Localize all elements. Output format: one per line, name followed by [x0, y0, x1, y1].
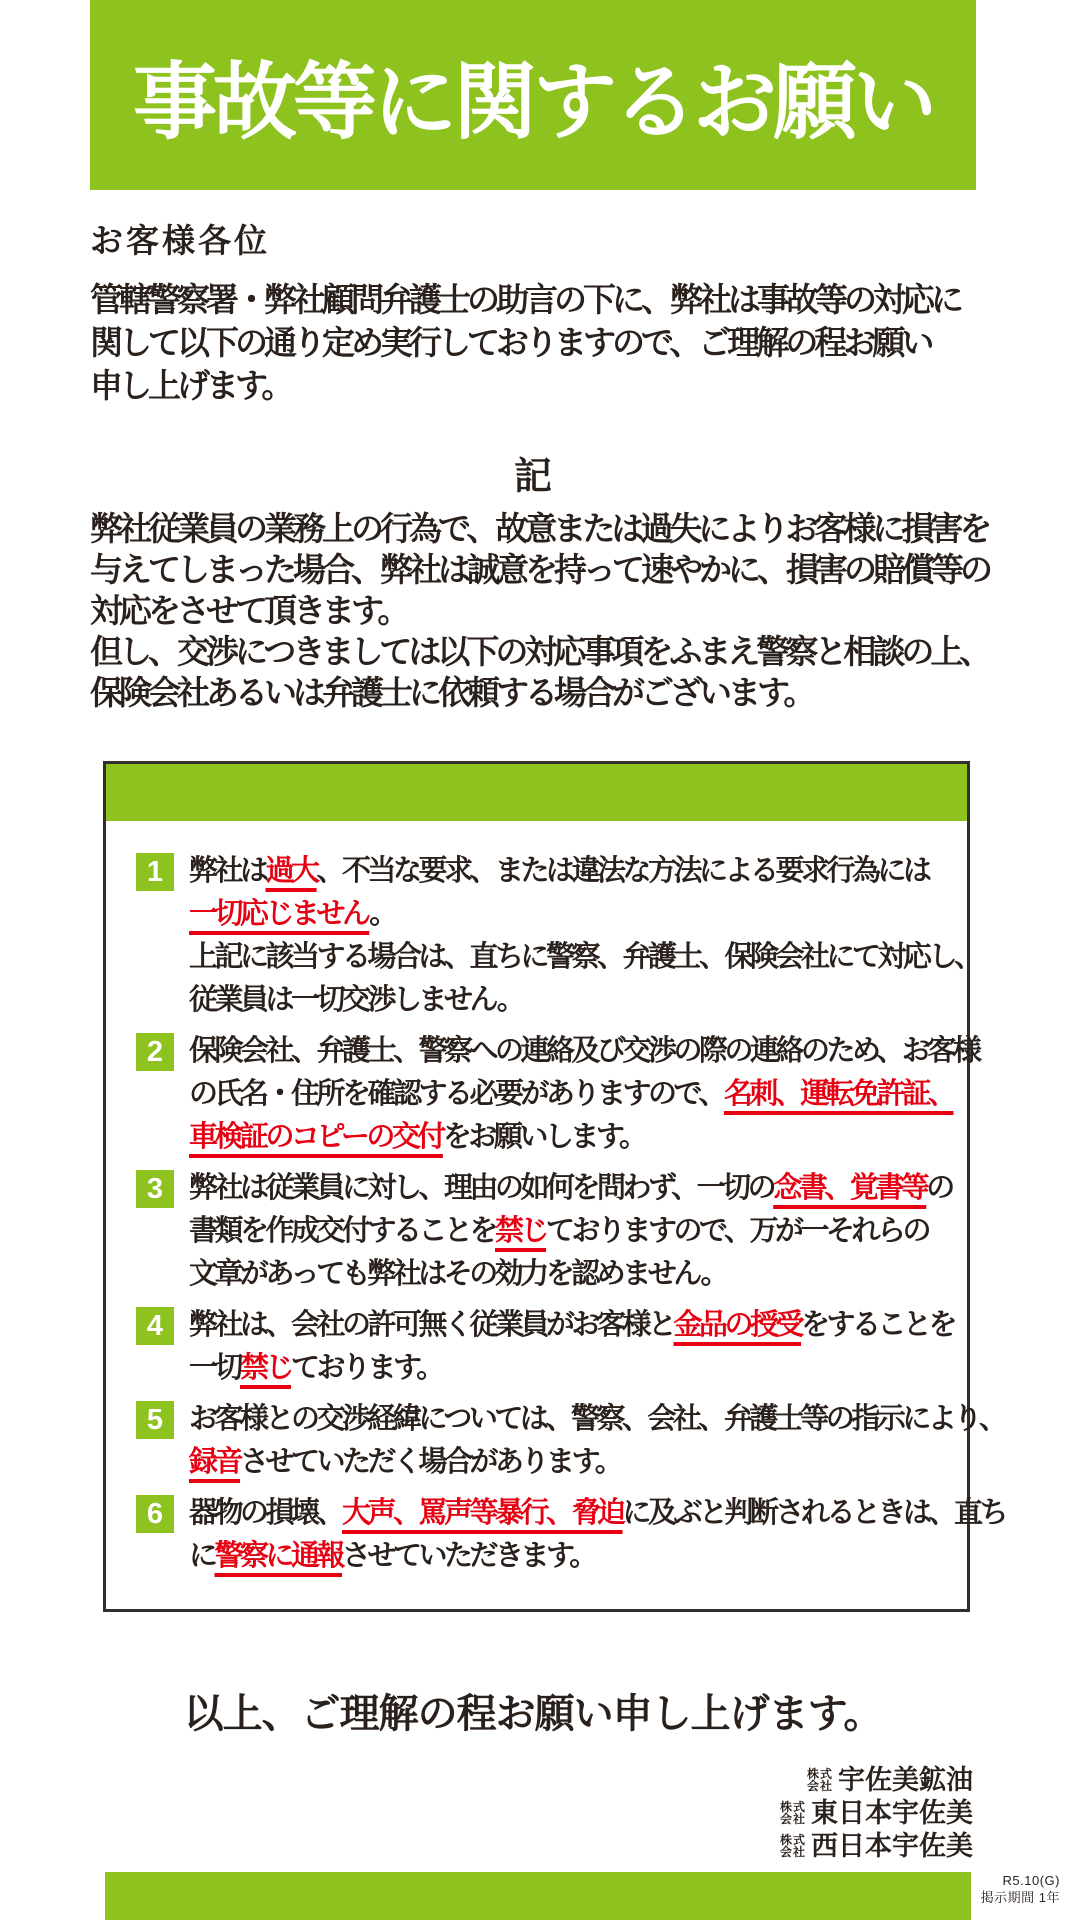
company-prefix-line: 株式 [806, 1767, 833, 1781]
text-segment: 、不当な要求、または違法な方法による要求行為には [316, 855, 929, 887]
item-line [189, 936, 980, 979]
notice-item [136, 1167, 967, 1296]
text-segment: 器物の損壊、 [189, 1497, 343, 1529]
highlighted-text: 名刺、運転免許証、 [723, 1078, 954, 1110]
text-segment: 保険会社、弁護士、警察への連絡及び交渉の際の連絡のため、お客様 [189, 1035, 979, 1067]
highlighted-text: 金品の授受 [673, 1309, 802, 1341]
item-line [189, 893, 980, 936]
company-name: 西日本宇佐美 [811, 1831, 973, 1861]
item-line [189, 979, 980, 1022]
intro-paragraph [90, 278, 960, 407]
highlighted-text: 禁じ [495, 1215, 547, 1247]
text-segment: 書類を作成交付することを [189, 1215, 496, 1247]
text-segment: をすることを [801, 1309, 955, 1341]
text-segment: させていただきます。 [342, 1540, 595, 1572]
text-segment: お客様との交渉経緯については、警察、会社、弁護士等の指示により、 [189, 1403, 1005, 1435]
text-line: 弊社従業員の業務上の行為で、故意または過失によりお客様に損害を [90, 510, 989, 547]
company-logo-list [780, 1765, 973, 1861]
highlighted-text: 録音 [189, 1446, 241, 1478]
company-prefix [780, 1801, 806, 1825]
item-line [189, 1441, 1004, 1484]
highlighted-text: 念書、覚書等 [773, 1172, 927, 1204]
company-prefix [780, 1834, 806, 1858]
record-mark: 記 [513, 456, 552, 498]
item-line [189, 1210, 952, 1253]
company-prefix-line: 会社 [779, 1812, 806, 1826]
item-text [189, 1492, 1005, 1578]
item-line [189, 1030, 978, 1073]
page-title: 事故等に関するお願い [132, 54, 933, 149]
text-segment: 弊社は [189, 855, 266, 887]
text-segment: の氏名・住所を確認する必要がありますので、 [189, 1078, 724, 1110]
company-prefix-line: 株式 [779, 1833, 806, 1847]
text-line: 関して以下の通り定め実行しておりますので、ご理解の程お願い [90, 324, 931, 361]
item-number-badge: 3 [136, 1170, 174, 1208]
text-segment: させていただく場合があります。 [240, 1446, 621, 1478]
notice-item-list [106, 821, 1006, 1578]
item-text [189, 1030, 978, 1159]
highlighted-text: 過大 [265, 855, 317, 887]
item-text [189, 1304, 954, 1390]
text-line: 但し、交渉につきましては以下の対応事項をふまえ警察と相談の上、 [90, 633, 989, 670]
rules-box-header-band [106, 764, 967, 821]
text-segment: 一切 [189, 1352, 241, 1384]
highlighted-text: 警察に通報 [214, 1540, 343, 1572]
item-number-badge: 4 [136, 1307, 174, 1345]
item-line [189, 1253, 952, 1296]
highlighted-text: 禁じ [240, 1352, 292, 1384]
item-line [189, 1304, 954, 1347]
item-number-badge: 1 [136, 853, 174, 891]
text-segment: ております。 [291, 1352, 442, 1384]
item-line [189, 1073, 978, 1116]
text-segment: 文章があっても弊社はその効力を認めません。 [189, 1258, 726, 1290]
policy-paragraph [90, 508, 989, 713]
company-prefix-line: 会社 [779, 1845, 806, 1859]
item-number-badge: 2 [136, 1033, 174, 1071]
company-prefix-line: 株式 [779, 1800, 806, 1814]
item-line [189, 1398, 1004, 1441]
item-line [189, 1167, 952, 1210]
notice-item [136, 1304, 967, 1390]
text-segment: の [926, 1172, 952, 1204]
text-segment: 。 [369, 898, 395, 930]
item-number-badge: 6 [136, 1495, 174, 1533]
company-prefix [807, 1768, 833, 1792]
notice-item [136, 1030, 979, 1159]
item-number-badge: 5 [136, 1401, 174, 1439]
item-text [189, 850, 980, 1022]
item-line [189, 1492, 1005, 1535]
bottom-band [105, 1872, 971, 1920]
highlighted-text: 車検証のコピーの交付 [189, 1121, 443, 1153]
item-text [189, 1167, 952, 1296]
closing-statement: 以上、ご理解の程お願い申し上げます。 [183, 1692, 883, 1736]
company-name: 宇佐美鉱油 [838, 1765, 973, 1795]
item-line [189, 1347, 954, 1390]
item-text [189, 1398, 1004, 1484]
text-segment: に及ぶと判断されるときは、直ち [622, 1497, 1006, 1529]
text-segment: に [189, 1540, 215, 1572]
text-line: 管轄警察署・弊社顧問弁護士の助言の下に、弊社は事故等の対応に [90, 281, 960, 318]
notice-item [136, 1398, 1005, 1484]
company-logo [807, 1765, 973, 1795]
highlighted-text: 一切応じません [189, 898, 370, 930]
text-line: 申し上げます。 [90, 367, 291, 404]
text-segment: 従業員は一切交渉しません。 [189, 984, 523, 1016]
text-line: 保険会社あるいは弁護士に依頼する場合がございます。 [90, 674, 813, 711]
salutation: お客様各位 [90, 222, 270, 259]
notice-item [136, 850, 980, 1022]
company-prefix-line: 会社 [806, 1779, 833, 1793]
text-segment: 弊社は従業員に対し、理由の如何を問わず、一切の [189, 1172, 774, 1204]
text-segment: 上記に該当する場合は、直ちに警察、弁護士、保険会社にて対応し、 [189, 941, 980, 973]
text-line: 与えてしまった場合、弊社は誠意を持って速やかに、損害の賠償等の [90, 551, 989, 588]
company-name: 東日本宇佐美 [811, 1798, 973, 1828]
item-line [189, 1116, 978, 1159]
text-line: 対応をさせて頂きます。 [90, 592, 407, 629]
company-logo [780, 1798, 973, 1828]
notice-item [136, 1492, 1006, 1578]
text-segment: 弊社は、会社の許可無く従業員がお客様と [189, 1309, 674, 1341]
item-line [189, 1535, 1005, 1578]
item-line [189, 850, 980, 893]
highlighted-text: 大声、罵声等暴行、脅迫 [342, 1497, 623, 1529]
revision-code: R5.10(G) [1002, 1873, 1060, 1888]
text-segment: ておりますので、万が一それらの [546, 1215, 928, 1247]
posting-period: 掲示期間 1年 [980, 1890, 1060, 1905]
title-band [90, 0, 976, 190]
company-logo [780, 1831, 973, 1861]
text-segment: をお願いします。 [442, 1121, 645, 1153]
revision-note [975, 1872, 1060, 1906]
rules-box [103, 761, 1006, 1612]
